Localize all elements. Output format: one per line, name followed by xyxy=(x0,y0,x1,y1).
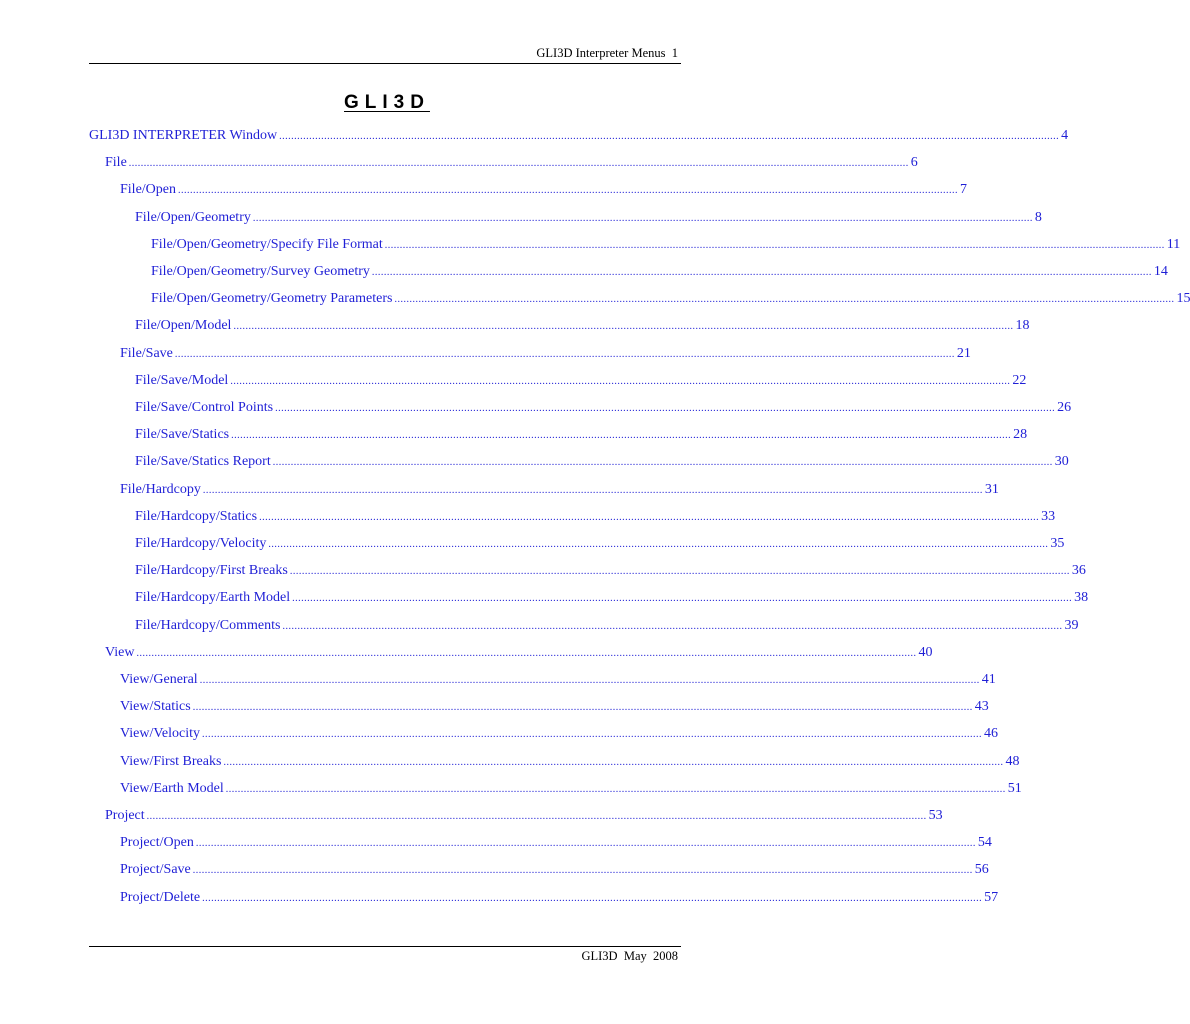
toc-dot-leader: .................................................................................................................................................................................................................................................................... xyxy=(178,185,958,197)
toc-entry-page: 40 xyxy=(918,644,933,660)
toc-dot-leader: .................................................................................................................................................................................................................................................................... xyxy=(202,892,983,904)
toc-entry[interactable] xyxy=(120,345,971,368)
toc-entry-label: File/Save/Control Points xyxy=(135,400,274,415)
toc-entry-label: File/Save/Statics xyxy=(135,427,230,443)
toc-dot-leader: .................................................................................................................................................................................................................................................................... xyxy=(225,783,1006,795)
toc-dot-leader: .................................................................................................................................................................................................................................................................... xyxy=(233,321,1014,333)
toc-entry-label: File/Hardcopy xyxy=(120,481,201,497)
toc-dot-leader: .................................................................................................................................................................................................................................................................... xyxy=(192,865,973,877)
toc-entry-page: 43 xyxy=(974,699,989,715)
toc-dot-leader: .................................................................................................................................................................................................................................................................... xyxy=(371,267,1152,278)
toc-entry[interactable] xyxy=(135,318,1030,340)
toc-entry[interactable] xyxy=(151,291,1190,313)
toc-entry-page: 18 xyxy=(1015,318,1030,334)
toc-entry[interactable] xyxy=(151,264,1168,286)
toc-entry-page: 7 xyxy=(960,182,967,198)
toc-entry-page: 14 xyxy=(1153,264,1168,279)
toc-dot-leader: .................................................................................................................................................................................................................................................................... xyxy=(192,702,973,714)
toc-entry[interactable] xyxy=(151,236,1181,259)
toc-entry-label: File xyxy=(105,155,127,171)
toc-entry-page: 56 xyxy=(974,862,989,878)
toc-entry[interactable] xyxy=(135,372,1027,395)
toc-entry-label: View xyxy=(105,644,135,660)
toc-entry[interactable] xyxy=(120,481,999,504)
toc-entry[interactable] xyxy=(135,563,1086,585)
toc-dot-leader: .................................................................................................................................................................................................................................................................... xyxy=(199,675,980,686)
toc-entry[interactable] xyxy=(89,128,1069,150)
toc-entry[interactable] xyxy=(135,427,1028,449)
toc-entry-label: Project xyxy=(105,808,145,823)
toc-entry-page: 22 xyxy=(1012,372,1027,388)
toc-dot-leader: .................................................................................................................................................................................................................................................................... xyxy=(252,212,1033,224)
toc-dot-leader: .................................................................................................................................................................................................................................................................... xyxy=(128,158,909,170)
toc-entry[interactable] xyxy=(120,726,999,748)
toc-entry-label: File/Open/Geometry/Specify File Format xyxy=(151,236,383,252)
toc-entry-label: File/Hardcopy/Earth Model xyxy=(135,590,291,606)
toc-entry-page: 57 xyxy=(984,889,999,905)
toc-entry-label: File/Open/Model xyxy=(135,318,232,334)
toc-entry[interactable] xyxy=(105,644,933,667)
toc-dot-leader: .................................................................................................................................................................................................................................................................... xyxy=(231,430,1012,442)
toc-entry[interactable] xyxy=(135,209,1042,232)
toc-dot-leader: .................................................................................................................................................................................................................................................................... xyxy=(282,620,1063,632)
toc-dot-leader: .................................................................................................................................................................................................................................................................... xyxy=(384,239,1165,251)
toc-entry-page: 48 xyxy=(1005,753,1020,769)
toc-entry-label: File/Hardcopy/First Breaks xyxy=(135,563,288,579)
toc-dot-leader: .................................................................................................................................................................................................................................................................... xyxy=(195,838,976,850)
toc-entry[interactable] xyxy=(120,862,989,884)
toc-dot-leader: .................................................................................................................................................................................................................................................................... xyxy=(136,647,917,659)
toc-entry-label: File/Save/Model xyxy=(135,372,229,388)
toc-dot-leader: .................................................................................................................................................................................................................................................................... xyxy=(292,593,1073,605)
toc-entry-label: View/General xyxy=(120,672,198,687)
toc-entry-label: GLI3D INTERPRETER Window xyxy=(89,128,278,143)
toc-entry-page: 51 xyxy=(1007,780,1022,796)
toc-entry-label: View/Velocity xyxy=(120,726,201,742)
toc-entry-label: View/First Breaks xyxy=(120,753,222,769)
toc-entry[interactable] xyxy=(120,889,999,912)
toc-dot-leader: .................................................................................................................................................................................................................................................................... xyxy=(146,811,927,822)
page-title-text: GLI3D xyxy=(344,92,430,113)
toc-entry[interactable] xyxy=(120,182,967,204)
toc-entry-label: View/Statics xyxy=(120,699,191,715)
toc-entry-label: File/Hardcopy/Statics xyxy=(135,508,258,524)
toc-entry-page: 38 xyxy=(1074,590,1089,606)
toc-entry-page: 54 xyxy=(977,835,992,851)
toc-entry[interactable] xyxy=(135,400,1072,422)
toc-dot-leader: .................................................................................................................................................................................................................................................................... xyxy=(202,729,983,741)
toc-entry-page: 15 xyxy=(1176,291,1190,307)
toc-entry-page: 41 xyxy=(981,672,996,687)
toc-entry-page: 28 xyxy=(1013,427,1028,443)
toc-entry-label: File/Open xyxy=(120,182,176,198)
toc-entry-label: View/Earth Model xyxy=(120,780,224,796)
toc-entry-label: Project/Delete xyxy=(120,889,201,905)
toc-entry-label: File/Hardcopy/Comments xyxy=(135,617,281,633)
toc-entry[interactable] xyxy=(120,699,989,721)
toc-dot-leader: .................................................................................................................................................................................................................................................................... xyxy=(259,511,1040,523)
toc-dot-leader: .................................................................................................................................................................................................................................................................... xyxy=(272,457,1053,469)
toc-dot-leader: .................................................................................................................................................................................................................................................................... xyxy=(230,375,1011,387)
toc-entry-page: 30 xyxy=(1054,454,1069,470)
toc-entry-page: 46 xyxy=(984,726,999,742)
running-footer: GLI3D May 2008 xyxy=(581,949,678,963)
toc-dot-leader: .................................................................................................................................................................................................................................................................... xyxy=(275,403,1056,414)
toc-entry[interactable] xyxy=(105,155,918,177)
toc-entry-page: 11 xyxy=(1166,236,1181,252)
toc-entry-label: File/Save/Statics Report xyxy=(135,454,271,470)
toc-dot-leader: .................................................................................................................................................................................................................................................................... xyxy=(279,131,1060,142)
toc-entry-label: File/Save xyxy=(120,345,173,361)
toc-entry[interactable] xyxy=(135,508,1056,531)
toc-entry[interactable] xyxy=(120,835,992,857)
footer-rule xyxy=(89,946,681,947)
toc-entry-page: 31 xyxy=(984,481,999,497)
toc-dot-leader: .................................................................................................................................................................................................................................................................... xyxy=(289,566,1070,578)
toc-dot-leader: .................................................................................................................................................................................................................................................................... xyxy=(202,484,983,496)
toc-entry-page: 26 xyxy=(1057,400,1072,415)
toc-entry-label: Project/Save xyxy=(120,862,191,878)
toc-entry-label: File/Open/Geometry/Geometry Parameters xyxy=(151,291,393,307)
toc-entry-page: 33 xyxy=(1041,508,1056,524)
toc-entry-label: Project/Open xyxy=(120,835,194,851)
toc-dot-leader: .................................................................................................................................................................................................................................................................... xyxy=(394,294,1175,306)
toc-dot-leader: .................................................................................................................................................................................................................................................................... xyxy=(223,756,1004,768)
page-title xyxy=(0,92,768,114)
toc-entry[interactable] xyxy=(105,808,943,830)
running-header: GLI3D Interpreter Menus 1 xyxy=(536,46,678,60)
toc-entry-label: File/Open/Geometry/Survey Geometry xyxy=(151,264,370,279)
toc-entry[interactable] xyxy=(135,454,1069,476)
toc-dot-leader: .................................................................................................................................................................................................................................................................... xyxy=(174,348,955,360)
toc-entry-page: 8 xyxy=(1034,209,1042,225)
toc-entry-page: 21 xyxy=(956,345,971,361)
toc-entry[interactable] xyxy=(135,617,1079,640)
toc-entry-page: 36 xyxy=(1071,563,1086,579)
toc-dot-leader: .................................................................................................................................................................................................................................................................... xyxy=(268,539,1049,550)
toc-entry-page: 35 xyxy=(1050,536,1065,551)
toc-entry-label: File/Hardcopy/Velocity xyxy=(135,536,267,551)
toc-entry-page: 6 xyxy=(910,155,918,171)
toc-entry[interactable] xyxy=(120,672,996,694)
toc-entry[interactable] xyxy=(120,753,1020,776)
header-rule xyxy=(89,63,681,64)
toc-entry-page: 4 xyxy=(1061,128,1069,143)
toc-entry[interactable] xyxy=(135,536,1065,558)
toc-entry[interactable] xyxy=(120,780,1022,803)
toc-entry[interactable] xyxy=(135,590,1089,612)
toc-entry-page: 53 xyxy=(928,808,943,823)
toc-entry-label: File/Open/Geometry xyxy=(135,209,251,225)
toc-entry-page: 39 xyxy=(1064,617,1079,633)
